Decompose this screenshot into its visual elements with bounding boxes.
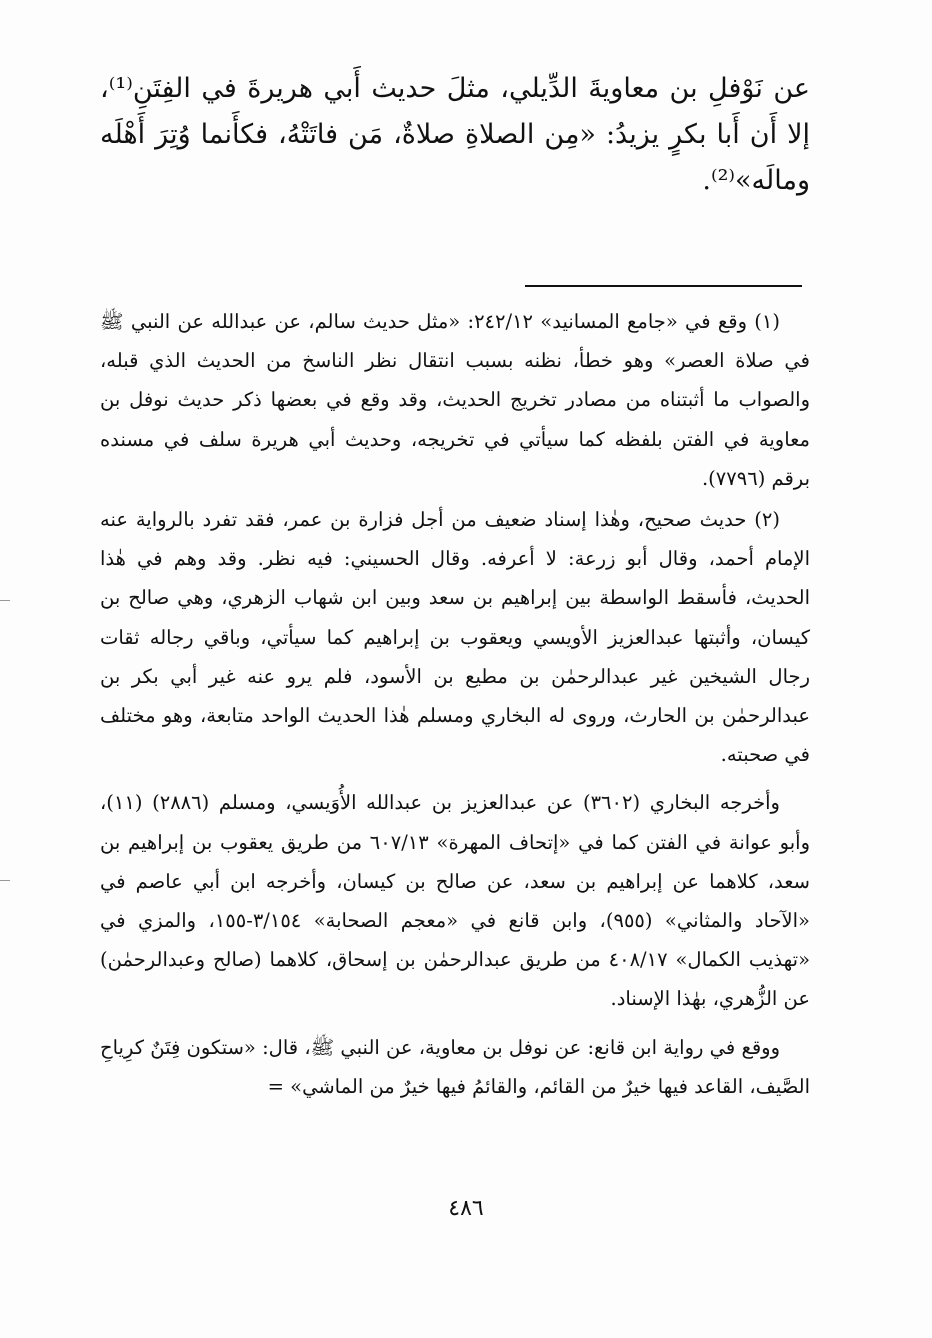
footnote-2-continued: وأخرجه البخاري (٣٦٠٢) عن عبدالعزيز بن عبدالله الأُوَيسي، ومسلم (٢٨٨٦) (١١)، وأبو عوانة في الفتن كما في «إتحاف المهرة» ٦٠٧/١٣ من طريق يعقوب بن إبراهيم بن سعد، كلاهما عن إبراهيم بن سعد، عن صالح بن كيسان، وأخرجه ابن أبي عاصم في «الآحاد والمثاني» (٩٥٥)، وابن قانع في «معجم الصحابة» ٣/١٥٤-١٥٥، والمزي في «تهذيب الكمال» ٤٠٨/١٧ من طريق عبدالرحمٰن بن إسحاق، كلاهما (صالح وعبدالرحمٰن) عن الزُّهري، بهٰذا الإسناد.	[100, 791, 810, 1011]
footnote-2-continued-2: ووقع في رواية ابن قانع: عن نوفل بن معاوية، عن النبي ﷺ، قال: «ستكون فِتَنٌ كرِياحِ الصَّيف، القاعد فيها خيرٌ من القائم، والقائمُ فيها خيرٌ من الماشي» =	[100, 1035, 810, 1098]
main-text-block	[100, 66, 810, 204]
footnotes	[100, 302, 810, 1106]
scan-edge-mark	[0, 880, 10, 881]
footnote-1: (١) وقع في «جامع المسانيد» ٢٤٢/١٢: «مثل حديث سالم، عن عبدالله عن النبي ﷺ في صلاة العصر» وهو خطأ، نظنه بسبب انتقال نظر الناسخ من الحديث الذي قبله، والصواب ما أثبتناه من مصادر تخريج الحديث، وقد وقع في بعضها ذكر حديث نوفل بن معاوية في الفتن بلفظه كما سيأتي في تخريجه، وحديث أبي هريرة سلف في مسنده برقم (٧٧٩٦).	[100, 310, 810, 490]
footnote-2: (٢) حديث صحيح، وهٰذا إسناد ضعيف من أجل فزارة بن عمر، فقد تفرد بالرواية عنه الإمام أحمد، وقال أبو زرعة: لا أعرفه. وقال الحسيني: فيه نظر. وقد وهم في هٰذا الحديث، فأسقط الواسطة بين إبراهيم بن سعد وبين ابن شهاب الزهري، وهي صالح بن كيسان، وأثبتها عبدالعزيز الأويسي ويعقوب بن إبراهيم كما سيأتي، وباقي رجاله ثقات رجال الشيخين غير عبدالرحمٰن بن مطيع بن الأسود، فلم يرو عنه غير أبي بكر بن عبدالرحمٰن بن الحارث، وروى له البخاري ومسلم هٰذا الحديث الواحد متابعة، وهو مختلف في صحبته.	[100, 508, 810, 767]
scan-edge-mark	[0, 600, 10, 601]
footnote-separator	[525, 285, 802, 287]
main-paragraph: عن نَوْفلِ بن معاويةَ الدِّيلي، مثلَ حديث أَبي هريرةَ في الفِتَنِ⁽¹⁾، إلا أَن أَبا بكرٍ يزيدُ: «مِن الصلاةِ صلاةٌ، مَن فاتَتْهُ، فكأَنما وُتِرَ أَهْلَه ومالَه»⁽²⁾.	[100, 73, 810, 196]
page-number: ٤٨٦	[448, 1196, 484, 1221]
